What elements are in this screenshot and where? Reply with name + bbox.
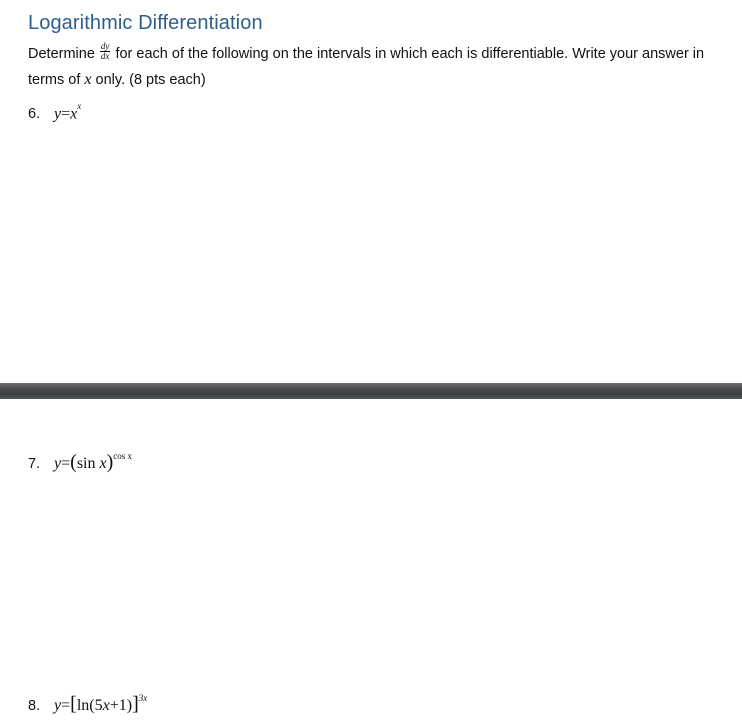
instructions-text-2: for each of the following on the intervals in which each is differentiable. Write your answer in terms of — [28, 46, 705, 88]
expr-close-bracket: ] — [132, 693, 139, 715]
expr-lhs: y — [54, 697, 62, 714]
problem-number: 8. — [28, 698, 41, 714]
instructions-variable: x — [84, 71, 92, 88]
expr-argument: x — [99, 455, 107, 472]
problem-7 — [28, 452, 132, 473]
fraction-numerator: dy — [100, 40, 110, 51]
expr-open-bracket: [ — [70, 693, 77, 715]
problem-number: 7. — [28, 456, 41, 472]
fraction-denominator: dx — [100, 50, 110, 61]
expr-rest: +1) — [109, 697, 133, 714]
problem-number: 6. — [28, 106, 41, 123]
problem-expression — [54, 452, 132, 473]
expr-function: ln(5 — [76, 697, 103, 714]
expr-close-paren: ) — [106, 451, 114, 473]
problem-expression — [54, 101, 82, 123]
dy-dx-fraction — [100, 42, 111, 61]
section-heading: Logarithmic Differentiation — [28, 12, 263, 34]
expr-exponent: cos x — [113, 450, 133, 461]
problem-8 — [28, 694, 147, 715]
expr-equals: = — [61, 697, 71, 714]
instructions-text-1: Determine — [28, 46, 95, 62]
expr-equals: = — [61, 105, 71, 123]
expr-exponent: 3x — [138, 692, 148, 703]
expr-argument: x — [102, 697, 110, 714]
instructions-text-3: only. (8 pts each) — [95, 72, 206, 88]
expr-base: x — [70, 105, 78, 123]
problem-6 — [28, 101, 82, 123]
page-separator — [0, 383, 742, 399]
expr-equals: = — [61, 455, 71, 472]
expr-lhs: y — [54, 105, 62, 123]
expr-exponent: x — [77, 101, 82, 111]
expr-open-paren: ( — [70, 451, 77, 473]
instructions — [28, 42, 728, 93]
expr-function: sin — [76, 455, 96, 472]
page-2 — [0, 399, 742, 727]
problem-expression — [54, 694, 147, 715]
expr-lhs: y — [54, 455, 62, 472]
